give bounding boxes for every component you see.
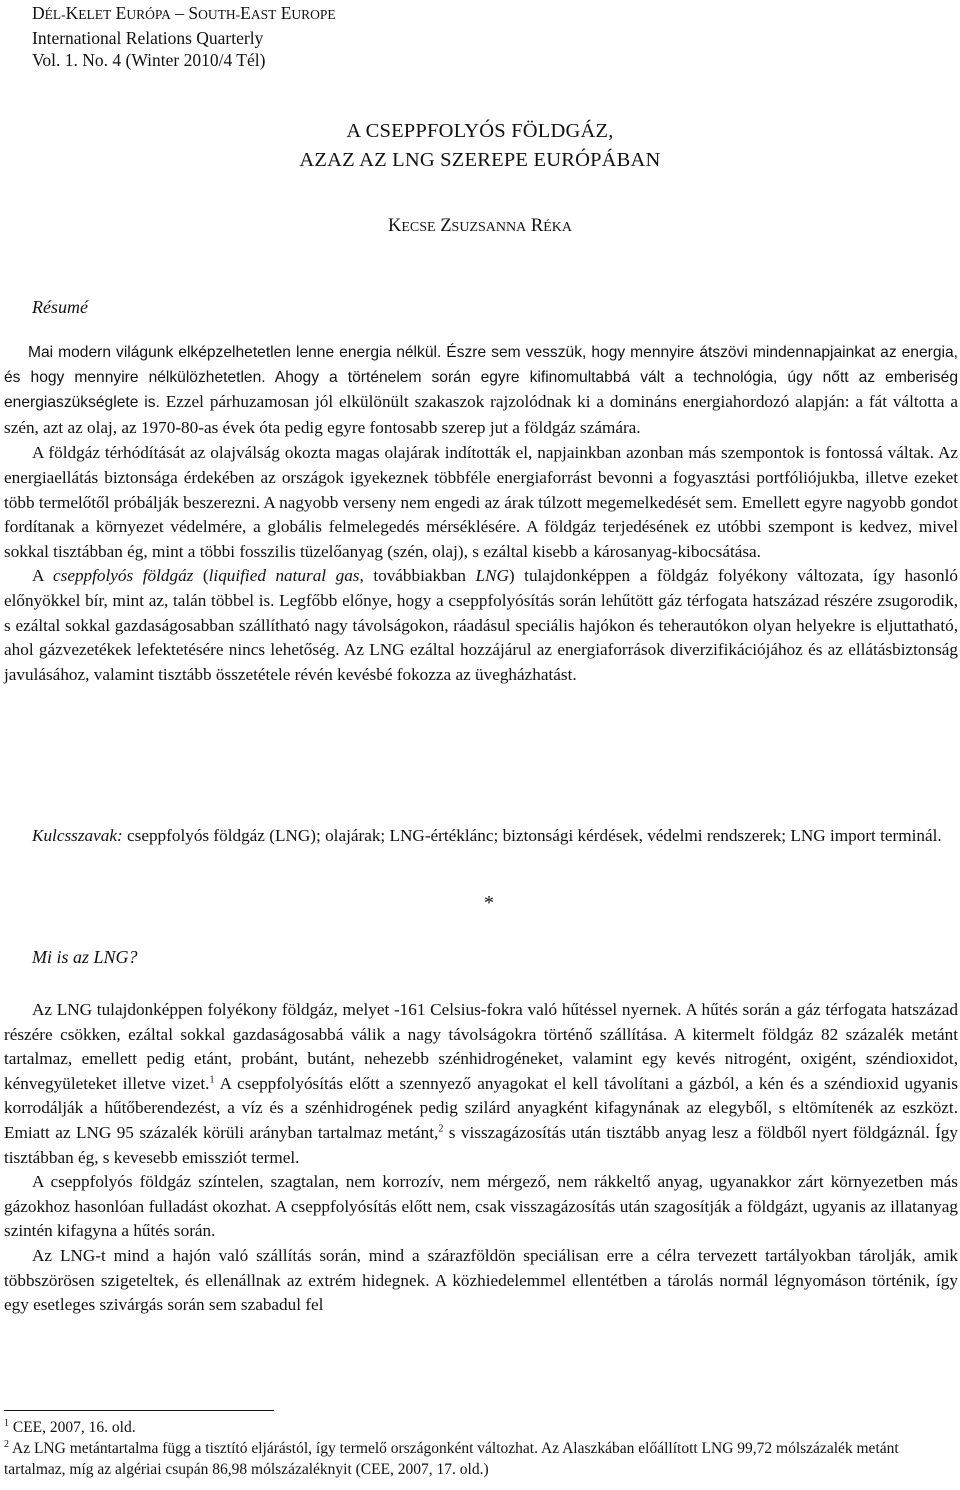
smallcap-rest: ECSE — [401, 220, 436, 235]
text: Az LNG tulajdonképpen folyékony földgáz, melyet -161 Celsius-fokra való hűtéssel nyernek. A hűtés során a gáz térfogata hatszázad részére csökken, ezáltal sokkal gazdaságosabbá válik a nagy távolságokra történő szállítása. A kitermelt földgáz 82 százalék metánt tartalmaz, emellett pedig etánt, probánt, butánt, nehezebb szénhidrogéneket, valamint egy kevés nitrogént, oxigént, széndioxidot, kénvegyületeket illetve vizet. — [4, 1000, 958, 1093]
smallcap-rest: ÉL- — [44, 7, 66, 22]
text: A — [32, 566, 54, 586]
section-divider-asterisk: * — [484, 892, 494, 914]
smallcap-initial: D — [32, 3, 45, 23]
footnote — [4, 1417, 958, 1438]
footnote-text: Az LNG metántartalma függ a tisztító eljárástól, így termelő országonként változhat. Az Alaszkában előállított LNG 99,72 mólszázalék metánt tartalmaz, míg az algériai csupán 86,98 mólszázaléknyit (CEE, 2007, 17. old.) — [4, 1440, 899, 1478]
footnotes — [4, 1417, 958, 1480]
footnote-number: 1 — [4, 1417, 9, 1429]
smallcap-initial: E — [280, 3, 292, 23]
text: ) tulajdonképpen a földgáz folyékony változata, így hasonló előnyökkel bír, mint az, talán többel is. Legfőbb előnye, hogy a cseppfolyósítás során lehűtött gáz térfogata hatszázad részére zsugorodik, s ezáltal sokkal gazdaságosabban szállítható nagy távolságokon, ráadásul speciális hajókon és teherautókon olyan helyekre is eljuttatható, ahol gázvezetékek lefektetésére nincs lehetőség. Az LNG ezáltal hozzájárul az energiaforrások diverzifikációjához és az ellátásbiztonság javulásához, valamint tisztább összetétele révén kevésbé fokozza az üvegházhatást. — [4, 566, 959, 684]
smallcap-initial: Z — [440, 216, 452, 236]
abstract-text-sans: Mai modern világunk elképzelhetetlen lenne energia nélkül. Észre sem vesszük, hogy mennyire átszövi mindennapjainkat az energia, és hogy mennyire nélkülözhetetlen. Ahogy a történelem során egyre kifinomultabbá vált a technológia, úgy nőtt az emberiség energiaszükséglete is. — [4, 344, 958, 412]
italic-term: cseppfolyós földgáz — [53, 566, 194, 586]
smallcap-initial: K — [388, 216, 402, 236]
keywords-text: cseppfolyós földgáz (LNG); olajárak; LNG-értéklánc; biztonsági kérdések, védelmi rendszerek; LNG import terminál. — [122, 826, 942, 845]
abstract-paragraph — [4, 564, 958, 687]
abstract-paragraph — [4, 341, 958, 441]
author-name — [0, 216, 960, 237]
smallcap-initial: S — [188, 3, 199, 23]
keywords — [4, 823, 958, 848]
footnote — [4, 1438, 958, 1480]
smallcap-rest: ELET — [78, 7, 112, 22]
abstract — [4, 341, 958, 687]
smallcap-rest: SUZSANNA — [451, 220, 527, 235]
footnote-ref[interactable]: 2 — [438, 1123, 444, 1135]
smallcap-initial: R — [530, 216, 544, 236]
text: A cseppfolyósítás előtt a szennyező anyagokat el kell távolítani a gázból, a kén és a széndioxid ugyanis korrodálják a hűtőberendezést, a víz és a szénhidrogének pedig szilárd anyagként kifagynának az elegyből, s eltömítenék az eszközt. Emiatt az LNG 95 százalék körüli arányban tartalmaz metánt, — [4, 1073, 958, 1142]
journal-header — [32, 2, 336, 72]
article-title — [0, 117, 960, 175]
smallcap-rest: OUTH- — [198, 7, 241, 22]
article-title-line2: AZAZ AZ LNG SZEREPE EURÓPÁBAN — [299, 149, 661, 171]
footnote-number: 2 — [4, 1438, 9, 1450]
journal-name: International Relations Quarterly — [32, 27, 264, 48]
smallcap-rest: ÉKA — [543, 220, 572, 235]
smallcap-rest: UROPE — [291, 7, 336, 22]
italic-term: liquified natural gas — [208, 566, 360, 586]
text: s visszagázosítás után tisztább anyag lesz a földből nyert földgáznál. Így tisztábban ég, s kevesebb emissziót termel. — [4, 1122, 958, 1167]
text: , továbbiakban — [359, 566, 476, 586]
smallcap-rest: AST — [250, 7, 277, 22]
section-title: Mi is az LNG? — [32, 947, 138, 967]
keywords-label: Kulcsszavak: — [32, 826, 123, 845]
article-title-line1: A CSEPPFOLYÓS FÖLDGÁZ, — [346, 120, 614, 142]
abstract-text-serif: Ezzel párhuzamosan jól elkülönült szakaszok rajzolódnak ki a domináns energiahordozó alapján: a fát váltotta a szén, azt az olaj, az 1970-80-as évek óta pedig egyre fontosabb szerep jut a földgáz számára. — [4, 392, 958, 437]
abstract-paragraph: A földgáz térhódítását az olajválság okozta magas olajárak indították el, napjainkban azonban más szempontok is fontossá váltak. Az energiaellátás biztonsága érdekében az országok igyekeznek többféle energiaforrást bevonni a fogyasztási portfóliójukba, illetve ezeket több termelőtől próbálják beszerezni. A nagyobb verseny nem engedi az árak túlzott megemelkedését sem. Emellett egyre nagyobb gondot fordítanak a környezet védelmére, a globális felmelegedés mérséklésére. A földgáz terjedésének ez utóbbi szempont is kedvez, mivel sokkal tisztábban ég, mint a többi fosszilis tüzelőanyag (szén, olaj), s ezáltal kisebb a károsanyag-kibocsátása. — [4, 443, 958, 561]
resume-heading: Résumé — [32, 297, 88, 317]
journal-volume: Vol. 1. No. 4 (Winter 2010/4 Tél) — [32, 50, 266, 70]
section-body — [4, 998, 958, 1318]
journal-region-line — [32, 2, 336, 27]
body-paragraph — [4, 998, 958, 1170]
body-paragraph: Az LNG-t mind a hajón való szállítás során, mind a szárazföldön speciálisan erre a célra tervezett tartályokban tárolják, amik többszörösen szigeteltek, és ellenállnak az extrém hidegnek. A közhiedelemmel ellentétben a tárolás normál légnyomáson történik, így egy esetleges szivárgás során sem szabadul fel — [4, 1245, 958, 1315]
footnote-divider — [4, 1410, 274, 1411]
smallcap-initial: K — [65, 3, 79, 23]
smallcap-initial: E — [240, 3, 251, 23]
footnote-ref[interactable]: 1 — [209, 1074, 215, 1086]
footnote-text: CEE, 2007, 16. old. — [9, 1419, 136, 1436]
separator: – — [170, 3, 189, 23]
text: ( — [193, 566, 209, 586]
smallcap-rest: URÓPA — [126, 7, 171, 22]
italic-term: LNG — [475, 566, 509, 586]
body-paragraph: A cseppfolyós földgáz színtelen, szagtalan, nem korrozív, nem mérgező, nem rákkeltő anyag, ugyanakkor zárt környezetben más gázokhoz hasonlóan fulladást okozhat. A cseppfolyósítás előtt nem, csak visszagázosítás után szagosítják a földgázt, ugyanis az illatanyag szintén kifagyna a hűtés során. — [4, 1172, 958, 1241]
smallcap-initial: E — [115, 3, 127, 23]
